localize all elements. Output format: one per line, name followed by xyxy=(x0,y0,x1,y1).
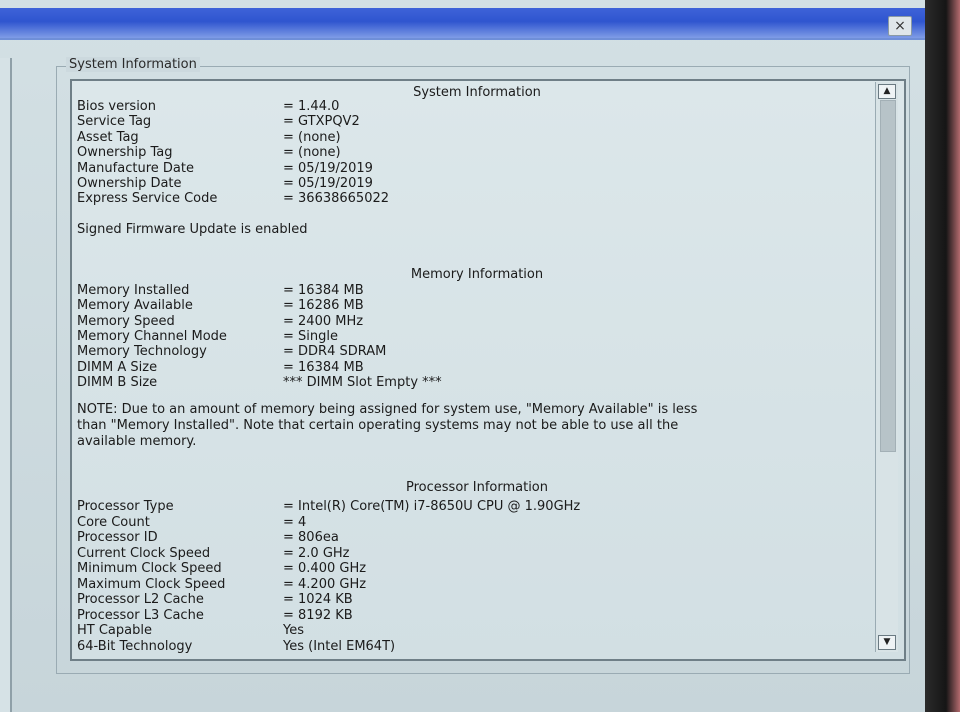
info-row: Ownership Date = 05/19/2019 xyxy=(77,176,373,191)
info-row: Maximum Clock Speed = 4.200 GHz xyxy=(77,577,367,592)
vertical-scrollbar[interactable] xyxy=(875,82,898,652)
info-row: Manufacture Date = 05/19/2019 xyxy=(77,161,373,176)
info-row: Ownership Tag = (none) xyxy=(77,145,341,160)
info-row: Memory Speed = 2400 MHz xyxy=(77,314,364,329)
left-panel-edge xyxy=(0,58,12,712)
window-titlebar xyxy=(0,8,925,40)
info-row: Processor L2 Cache = 1024 KB xyxy=(77,592,353,607)
info-row: HT Capable Yes xyxy=(77,623,304,638)
info-row: Processor ID = 806ea xyxy=(77,530,339,545)
info-row: Minimum Clock Speed = 0.400 GHz xyxy=(77,561,367,576)
memory-note-line: than "Memory Installed". Note that certain operating systems may not be able to use all the xyxy=(77,418,679,433)
memory-heading: Memory Information xyxy=(410,267,544,282)
scroll-up-icon[interactable]: ▲ xyxy=(878,84,896,99)
info-row: Express Service Code = 36638665022 xyxy=(77,191,390,206)
system-heading: System Information xyxy=(413,85,541,100)
scroll-thumb[interactable] xyxy=(880,100,896,452)
info-row: Bios version = 1.44.0 xyxy=(77,99,340,114)
monitor-bezel xyxy=(925,0,960,712)
info-row: Memory Technology = DDR4 SDRAM xyxy=(77,344,387,359)
firmware-note: Signed Firmware Update is enabled xyxy=(77,222,308,237)
info-row: Processor L3 Cache = 8192 KB xyxy=(77,608,353,623)
group-title: System Information xyxy=(66,57,200,72)
info-scroll-panel[interactable] xyxy=(70,79,906,661)
processor-heading: Processor Information xyxy=(406,480,548,495)
info-row: Current Clock Speed = 2.0 GHz xyxy=(77,546,350,561)
close-button[interactable]: × xyxy=(888,16,912,36)
info-row: Service Tag = GTXPQV2 xyxy=(77,114,360,129)
info-row: Memory Channel Mode = Single xyxy=(77,329,338,344)
scroll-down-icon[interactable]: ▼ xyxy=(878,635,896,650)
info-row: Memory Installed = 16384 MB xyxy=(77,283,364,298)
memory-note-line: NOTE: Due to an amount of memory being assigned for system use, "Memory Available" is less xyxy=(77,402,698,417)
info-row: Memory Available = 16286 MB xyxy=(77,298,364,313)
memory-note-line: available memory. xyxy=(77,434,197,449)
info-row: DIMM A Size = 16384 MB xyxy=(77,360,364,375)
info-row: Core Count = 4 xyxy=(77,515,307,530)
info-row: Asset Tag = (none) xyxy=(77,130,341,145)
info-row: DIMM B Size *** DIMM Slot Empty *** xyxy=(77,375,442,390)
info-row: 64-Bit Technology Yes (Intel EM64T) xyxy=(77,639,396,654)
info-row: Processor Type = Intel(R) Core(TM) i7-8650U CPU @ 1.90GHz xyxy=(77,499,581,514)
